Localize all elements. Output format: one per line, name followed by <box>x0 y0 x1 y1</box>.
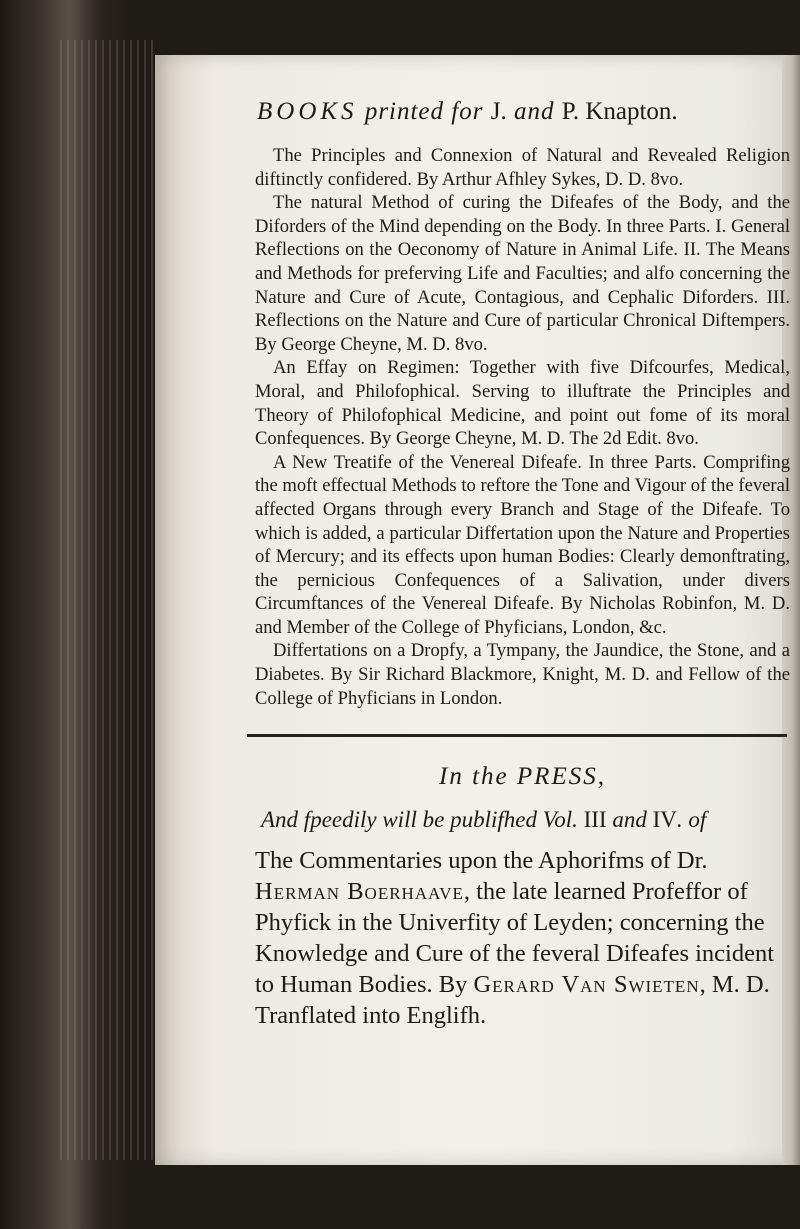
book-gutter <box>60 40 155 1160</box>
book-entry-sykes: The Principles and Connexion of Natural and Revealed Religion diftinctly confidered. By Arthur Afhley Sykes, D. D. 8vo. <box>255 145 790 190</box>
running-head-publisher-1: J. <box>490 98 507 125</box>
running-head-publisher-2: P. Knapton. <box>561 98 678 125</box>
press-subheading-vol-3: III <box>583 807 607 833</box>
press-announcement <box>255 845 790 1031</box>
announcement-part-1: The Commentaries upon the Aphorifms of Dr. <box>255 847 708 875</box>
book-entry-cheyne-natural-method: The natural Method of curing the Difeafes of the Body, and the Diforders of the Mind depending on the Body. In three Parts. I. General Reflections on the Oeconomy of Nature in Animal Life. II. The Means and Methods for preferving Life and Faculties; and alfo concerning the Nature and Cure of Acute, Contagious, and Cephalic Diforders. III. Reflections on the Nature and Cure of particular Chronical Diftempers. By George Cheyne, M. D. 8vo. <box>255 192 790 355</box>
book-entry-blackmore: Differtations on a Dropfy, a Tympany, the Jaundice, the Stone, and a Diabetes. By Sir Richard Blackmore, Knight, M. D. and Fellow of the College of Phyficians in London. <box>255 640 790 709</box>
author-van-swieten: Gerard Van Swieten <box>473 971 700 999</box>
page-content <box>255 98 790 1031</box>
announcement-part-2: , the late learned Profeffor of Phyfick in the Univerfity of Leyden; concerning the Knowledge and Cure of the feveral Difeafes incident to Human Bodies. By <box>255 878 775 999</box>
book-entry-robinson-venereal: A New Treatife of the Venereal Difeafe. In three Parts. Comprifing the moft effectual Methods to reftore the Tone and Vigour of the feveral affected Organs through every Branch and Stage of the Difeafe. To which is added, a particular Differtation upon the Nature and Properties of Mercury; and its effects upon human Bodies: Clearly demonftrating, the pernicious Confequences of a Salivation, under divers Circumftances of the Venereal Difeafe. By Nicholas Robinfon, M. D. and Member of the College of Phyficians, London, &c. <box>255 451 790 638</box>
running-head-and: and <box>506 98 562 125</box>
press-heading: In the PRESS, <box>439 763 606 791</box>
running-head <box>257 98 790 126</box>
book-entry-cheyne-regimen: An Effay on Regimen: Together with five Difcourfes, Medical, Moral, and Philofophical. Serving to illuftrate the Principles and Theory of Philofophical Medicine, and point out fome of its moral Confequences. By George Cheyne, M. D. The 2d Edit. 8vo. <box>255 357 790 450</box>
announcement-part-3: , M. D. Tranflated into Englifh. <box>255 971 770 1030</box>
press-subheading-vol-4: IV <box>652 807 677 833</box>
press-subheading-part-1: And fpeedily will be publifhed Vol. <box>261 807 584 833</box>
press-subheading <box>261 807 790 833</box>
author-boerhaave: Herman Boerhaave <box>255 878 464 906</box>
press-subheading-part-2: and <box>606 807 653 833</box>
press-subheading-part-3: . of <box>676 807 707 833</box>
running-head-books: BOOKS <box>257 98 358 125</box>
running-head-printed-for: printed for <box>357 98 491 125</box>
section-divider <box>247 734 787 737</box>
